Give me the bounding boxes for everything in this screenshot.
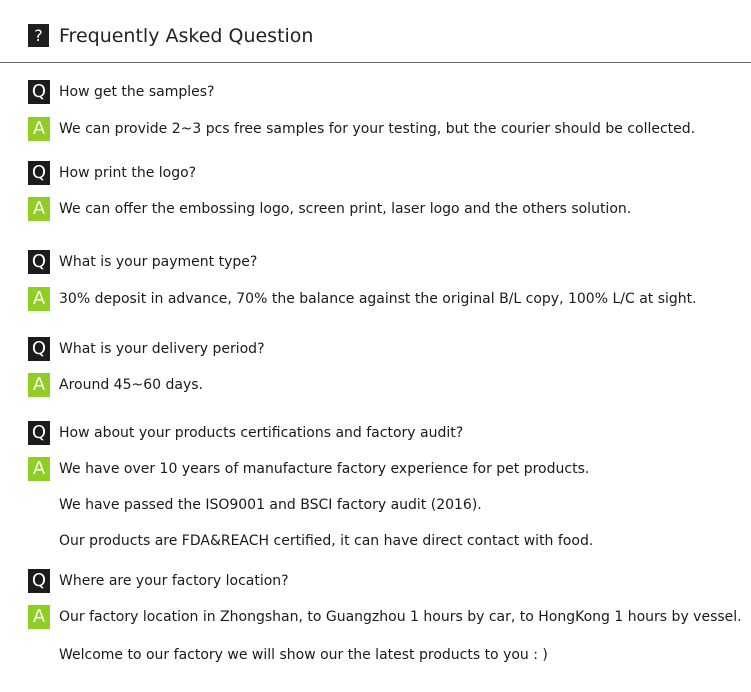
question-badge-icon: Q — [28, 569, 50, 593]
answer-text: We have over 10 years of manufacture factory experience for pet products. — [59, 461, 590, 477]
question-badge-icon: Q — [28, 421, 50, 445]
answer-text: Around 45~60 days. — [59, 377, 203, 393]
answer-text: Our products are FDA&REACH certified, it can have direct contact with food. — [59, 533, 594, 549]
faq-answer — [28, 197, 751, 221]
question-mark-icon: ? — [28, 24, 49, 47]
faq-question — [28, 421, 751, 445]
answer-text: Welcome to our factory we will show our the latest products to you : ) — [59, 647, 548, 663]
faq-answer-continuation — [28, 643, 751, 667]
faq-question — [28, 161, 751, 185]
question-text: What is your payment type? — [59, 254, 258, 270]
faq-answer-continuation — [28, 493, 751, 517]
question-text: How about your products certifications and factory audit? — [59, 425, 464, 441]
answer-badge-icon: A — [28, 457, 50, 481]
answer-badge-icon: A — [28, 605, 50, 629]
faq-question — [28, 337, 751, 361]
answer-text: We have passed the ISO9001 and BSCI factory audit (2016). — [59, 497, 482, 513]
faq-answer — [28, 373, 751, 397]
faq-answer-continuation — [28, 529, 751, 553]
answer-text: Our factory location in Zhongshan, to Guangzhou 1 hours by car, to HongKong 1 hours by vessel. — [59, 609, 742, 625]
answer-text: We can offer the embossing logo, screen print, laser logo and the others solution. — [59, 201, 632, 217]
answer-text: We can provide 2~3 pcs free samples for your testing, but the courier should be collected. — [59, 121, 696, 137]
faq-header — [0, 0, 751, 63]
faq-question — [28, 569, 751, 593]
answer-badge-icon: A — [28, 117, 50, 141]
faq-question — [28, 250, 751, 274]
faq-answer — [28, 287, 751, 311]
question-text: What is your delivery period? — [59, 341, 265, 357]
question-text: Where are your factory location? — [59, 573, 289, 589]
faq-answer — [28, 457, 751, 481]
question-badge-icon: Q — [28, 161, 50, 185]
answer-text: 30% deposit in advance, 70% the balance against the original B/L copy, 100% L/C at sight. — [59, 291, 697, 307]
faq-answer — [28, 117, 751, 141]
answer-badge-icon: A — [28, 197, 50, 221]
question-badge-icon: Q — [28, 250, 50, 274]
answer-badge-icon: A — [28, 287, 50, 311]
question-text: How print the logo? — [59, 165, 197, 181]
answer-badge-icon: A — [28, 373, 50, 397]
page-title: Frequently Asked Question — [59, 25, 314, 47]
faq-question — [28, 80, 751, 104]
question-text: How get the samples? — [59, 84, 215, 100]
question-badge-icon: Q — [28, 80, 50, 104]
faq-answer — [28, 605, 751, 629]
question-badge-icon: Q — [28, 337, 50, 361]
